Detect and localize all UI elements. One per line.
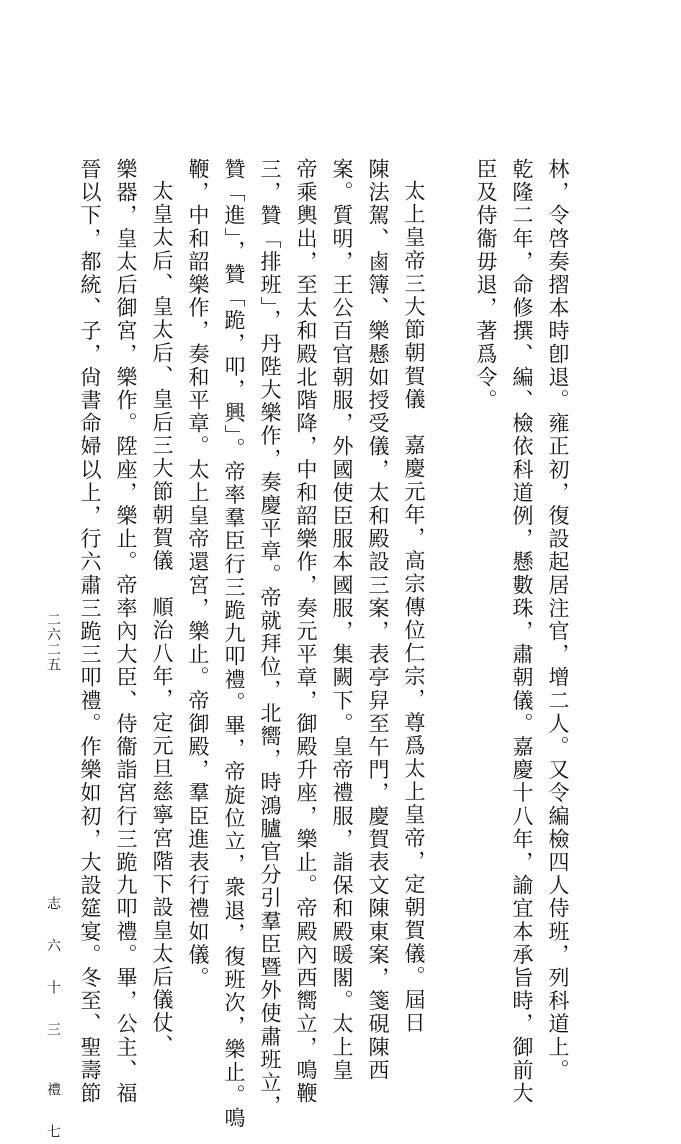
text-column-13: 晉以下，都統、子，尙書命婦以上，行六肅三跪三叩禮。作樂如初，大設筵宴。冬至、聖壽節 bbox=[78, 158, 102, 1106]
text-column-9: 贊「進」，贊「跪，叩，興」。帝率羣臣行三跪九叩禮。畢，帝旋位立，衆退，復班次，樂止。鳴 bbox=[222, 158, 246, 1131]
section-heading-emperor-emeritus: 太上皇帝三大節朝賀儀 嘉慶元年，高宗傳位仁宗，尊爲太上皇帝，定朝賀儀。屆日 bbox=[402, 180, 426, 1035]
text-column-6: 案。質明，王公百官朝服，外國使臣服本國服，集闕下。皇帝禮服，詣保和殿暖閣。太上皇 bbox=[330, 158, 354, 1082]
text-column-8: 三，贊「排班」，丹陛大樂作，奏慶平章。帝就拜位，北嚮，時鴻臚官分引羣臣暨外使肅班立， bbox=[258, 158, 282, 1118]
text-column-12: 樂器，皇太后御宮，樂作。陞座，樂止。帝率內大臣、侍衞詣宮行三跪九叩禮。畢，公主、福 bbox=[114, 158, 138, 1106]
page-number: 二六二五 bbox=[45, 612, 61, 672]
section-heading-empress-dowager: 太皇太后、皇太后、皇后三大節朝賀儀 順治八年，定元旦慈寧宮階下設皇太后儀仗、 bbox=[150, 180, 174, 1058]
text-column-3: 臣及侍衞毋退，著爲令。 bbox=[474, 158, 498, 413]
text-column-10: 鞭，中和韶樂作，奏和平章。太上皇帝還宮，樂止。帝御殿，羣臣進表行禮如儀。 bbox=[186, 158, 210, 990]
text-column-7: 帝乘輿出，至太和殿北階降，中和韶樂作，奏元平章，御殿升座，樂止。帝殿內西嚮立，鳴鞭 bbox=[294, 158, 318, 1106]
running-footer-section: 志 六 十 三 禮 七 bbox=[45, 896, 61, 1144]
text-column-5: 陳法駕、鹵簿、樂懸如授受儀，太和殿設三案，表亭舁至午門，慶賀表文陳東案，箋硯陳西 bbox=[366, 158, 390, 1082]
text-column-1: 林，令啓奏摺本時卽退。雍正初，復設起居注官，增二人。又令編檢四人侍班，列科道上。 bbox=[546, 158, 570, 1082]
text-column-2: 乾隆二年，命修撰、編、檢依科道例，懸數珠，肅朝儀。嘉慶十八年，諭宜本承旨時，御前大 bbox=[510, 158, 534, 1106]
